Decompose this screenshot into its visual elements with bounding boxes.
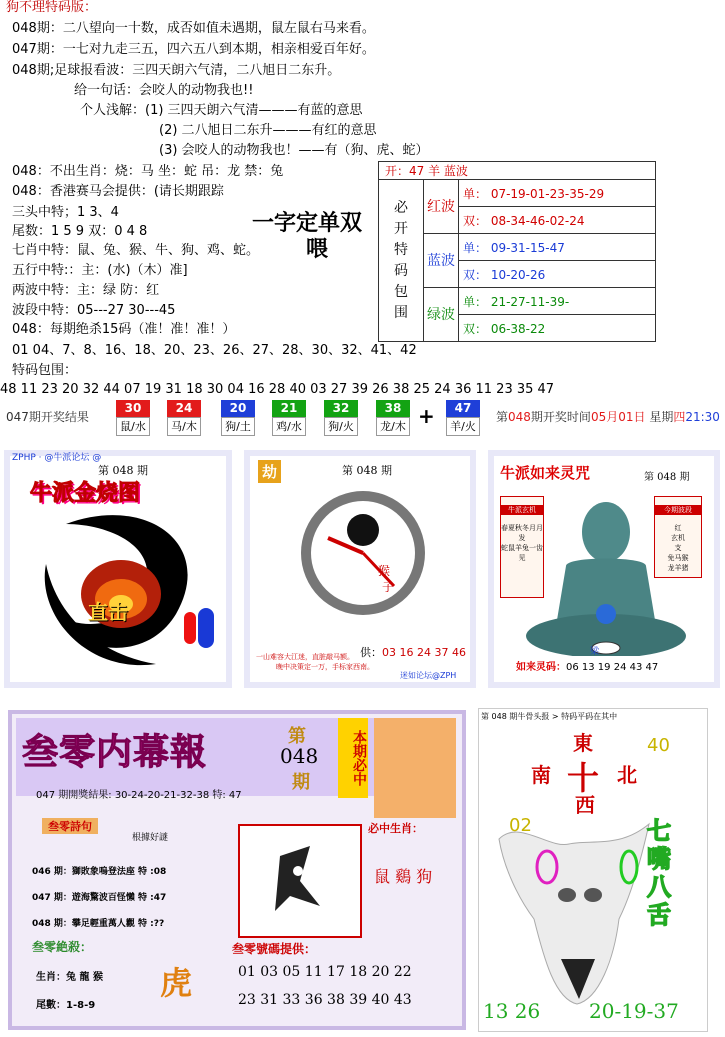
poem-line-1: 048期：二八望向一十数，成否如值未遇期，鼠左鼠右马来看。 — [12, 21, 375, 36]
panel2-badge: 劫 — [258, 460, 281, 483]
explain-line-3: (3) 会咬人的动物我也！——有（狗、虎、蛇） — [159, 143, 429, 158]
next-time: 21:30 — [685, 410, 720, 424]
panel4-jue: 叁零絶殺： — [32, 940, 93, 954]
panel3-foot — [516, 658, 658, 673]
ball-number: 47 — [446, 400, 480, 417]
panel4-sect1: 叁零詩句 — [42, 818, 98, 834]
guanyin-image — [374, 718, 456, 818]
panel4-di: 第 — [288, 726, 306, 747]
riddle-1: 046 期：獅敗象嗚登法座 特 :08 — [32, 867, 167, 877]
two-wave-line: 两波中特：主：绿 防：红 — [12, 283, 160, 298]
panel5-bottom-right: 20-19-37 — [589, 999, 679, 1023]
panel4-ws — [36, 996, 95, 1011]
panel-border-text: ZPHP · @牛派论坛 @ — [12, 453, 102, 463]
side-char: 码 — [394, 262, 408, 279]
ball-zodiac: 狗/土 — [221, 417, 255, 436]
panel4-bq: 本期必中 — [338, 718, 368, 798]
blue-dan: 单： 09-31-15-47 — [459, 234, 656, 261]
panel5-bottom-left: 13 26 — [483, 999, 541, 1023]
plus-sign: + — [418, 404, 435, 428]
ball-number: 38 — [376, 400, 410, 417]
panel4-result: 047 期開獎結果: 30-24-20-21-32-38 特: 47 — [36, 790, 242, 801]
result-ball — [324, 400, 358, 436]
panel2-note-1: 一山难容大江迷，直脏敲马额。 — [256, 653, 354, 661]
green-shuang: 双： 06-38-22 — [459, 315, 656, 342]
poem-line-2: 047期：一七对九走三五，四六五八到本期，相亲相爱百年好。 — [12, 42, 375, 57]
red-shuang: 双： 08-34-46-02-24 — [459, 207, 656, 234]
seven-zodiac-line: 七肖中特：鼠、兔、猴、牛、狗、鸡、蛇。 — [12, 243, 260, 258]
result-ball — [116, 400, 150, 436]
kill-numbers-line: 01 04、7、8、16、18、20、23、26、27、28、30、32、41、42 — [12, 343, 417, 358]
riddle-2: 047 期：遊海驚波百怪懶 特 :47 — [32, 893, 167, 903]
panel4-zhong-val: 鼠 鷄 狗 — [374, 867, 433, 886]
ball-zodiac: 龙/木 — [376, 417, 410, 436]
side-char: 必 — [394, 199, 408, 216]
panel2-codes — [360, 644, 466, 660]
panel3-title: 牛派如来灵咒 — [500, 464, 591, 482]
panel3-left-text: 春夏秋冬月月发 蛇鼠羊兔一齿见 — [501, 524, 543, 562]
panel3-foot-label: 如来灵码： — [516, 662, 566, 673]
next-draw — [496, 408, 720, 425]
zodiac-clock-icon — [298, 488, 428, 618]
panel-cowskull — [478, 708, 708, 1032]
green-dan: 单： 21-27-11-39- — [459, 288, 656, 315]
red-wave-label: 红波 — [424, 180, 459, 234]
blue-wave-label: 蓝波 — [424, 234, 459, 288]
panel3-right-head: 今期波段 — [655, 505, 701, 515]
panel1-flame-text: 直击 — [88, 600, 128, 624]
ball-zodiac: 鸡/水 — [272, 417, 306, 436]
panel4-sx — [36, 968, 103, 983]
next-mid: 期开奖时间 — [530, 410, 591, 424]
panel1-title: 牛派金烧图 — [30, 481, 141, 506]
page-title: 狗不理特码版： — [6, 0, 98, 15]
not-zodiac-line: 048：不出生肖：烧：马 坐：蛇 吊：龙 禁：兔 — [12, 164, 284, 179]
panel-buddha — [488, 450, 720, 688]
result-ball — [272, 400, 306, 436]
yizi-sub: 喂 — [306, 236, 329, 262]
panel1-issue: 第 048 期 — [98, 464, 148, 477]
poem-line-3: 048期;足球报看波：三四天朗六气清，二八旭日二东升。 — [12, 63, 341, 78]
panel4-title: 叁零内幕報 — [22, 732, 208, 773]
panel5-qi: 七嘴八舌 — [647, 817, 671, 929]
head-line: 三头中特；1 3、4 — [12, 205, 119, 220]
hint-line: 给一句话：会咬人的动物我也!! — [74, 83, 254, 98]
panel4-zhong-label: 必中生肖： — [368, 822, 423, 835]
hk-jockey-line: 048：香港赛马会提供：(请长期跟踪 — [12, 184, 224, 199]
result-ball — [221, 400, 255, 436]
panel-flame — [4, 450, 232, 688]
panel3-chest: 梁 — [590, 647, 600, 657]
side-char: 特 — [394, 241, 408, 258]
ball-zodiac: 羊/火 — [446, 417, 480, 436]
panel4-hint: 根據好謎 — [132, 833, 169, 843]
panel2-sub: 子 — [382, 580, 395, 594]
panel2-zodiac: 猴 — [378, 564, 391, 578]
cow-skull-icon — [489, 809, 659, 1009]
butterfly-box — [238, 824, 362, 938]
result-label: 047期开奖结果 — [6, 410, 89, 424]
ball-number: 21 — [272, 400, 306, 417]
next-prefix: 第 — [496, 410, 509, 424]
next-weekday-label: 星期 — [649, 410, 674, 424]
wave-table — [378, 161, 656, 342]
panel4-qi: 期 — [292, 772, 310, 793]
panel2-code-values: 03 16 24 37 46 — [382, 646, 466, 659]
next-weekday: 四 — [673, 410, 686, 424]
wave-segment-line: 波段中特：05---27 30---45 — [12, 303, 176, 318]
panel3-left-head: 牛派玄机 — [501, 505, 543, 515]
panel4-codes-2: 23 31 33 36 38 39 40 43 — [238, 992, 412, 1008]
panel3-right-text: 红 玄机 支 免马猴 龙羊猪 — [667, 524, 689, 572]
green-wave-label: 绿波 — [424, 288, 459, 342]
butterfly-icon — [240, 826, 360, 936]
riddle-3: 048 期：攀足輕重萬人觀 特 :?? — [32, 919, 165, 929]
next-issue: 048 — [508, 410, 531, 424]
panel-sanling — [8, 710, 466, 1030]
special-ball — [446, 400, 480, 436]
surround-numbers: 48 11 23 20 32 44 07 19 31 18 30 04 16 28 40 03 27 39 26 38 25 24 36 11 23 35 47 — [0, 382, 555, 397]
open-result: 开：47 羊 蓝波 — [379, 162, 656, 180]
panel5-head: 第 048 期牛骨头报 > 特码平码在其中 — [481, 712, 618, 721]
panel5-n02: 02 — [509, 815, 532, 836]
panel2-issue: 第 048 期 — [342, 464, 392, 477]
five-element-line: 五行中特:：主：(水)（木）准] — [12, 263, 188, 278]
explain-line-1: 个人浅解：(1) 三四天朗六气清———有蓝的意思 — [80, 103, 363, 118]
panel2-note-2: 晚中决策定一万，手标家西南。 — [276, 663, 374, 671]
panel4-tiger: 虎 — [160, 964, 193, 1002]
blue-shuang: 双： 10-20-26 — [459, 261, 656, 288]
result-ball — [376, 400, 410, 436]
panel3-issue: 第 048 期 — [644, 472, 690, 483]
panel4-codes-label: 叁零號碼提供： — [232, 942, 317, 956]
ball-zodiac: 鼠/水 — [116, 417, 150, 436]
explain-line-2: (2) 二八旭日二东升———有红的意思 — [159, 123, 377, 138]
panel4-codes-1: 01 03 05 11 17 18 20 22 — [238, 964, 412, 980]
side-char: 围 — [394, 304, 408, 321]
sx-value: 兔 龍 猴 — [66, 972, 103, 983]
buddha-icon — [516, 496, 696, 656]
side-char: 包 — [394, 283, 408, 300]
panel5-n40: 40 — [647, 735, 670, 756]
ball-number: 32 — [324, 400, 358, 417]
ball-zodiac: 狗/火 — [324, 417, 358, 436]
ball-number: 24 — [167, 400, 201, 417]
panel2-code-label: 供： — [360, 646, 382, 659]
ws-label: 尾數： — [36, 1000, 66, 1011]
ball-number: 30 — [116, 400, 150, 417]
panel4-issue: 048 — [280, 744, 319, 768]
next-date: 05月01日 — [590, 410, 646, 424]
panel3-foot-codes: 06 13 19 24 43 47 — [566, 662, 659, 673]
ball-zodiac: 马/木 — [167, 417, 201, 436]
ball-number: 20 — [221, 400, 255, 417]
surround-label: 特码包围： — [12, 363, 78, 378]
panel2-foot: 迷如论坛@ZPH — [400, 671, 457, 680]
result-ball — [167, 400, 201, 436]
side-char: 开 — [394, 220, 408, 237]
panel5-xi: 西 — [575, 793, 595, 817]
flame-swirl-icon — [26, 504, 226, 674]
tail-line: 尾数：1 5 9 双：0 4 8 — [12, 224, 148, 239]
panel5-nan: 南 — [531, 763, 551, 787]
sx-label: 生肖： — [36, 972, 66, 983]
panel5-dong: 東 — [573, 731, 593, 755]
panel-clock — [244, 450, 476, 688]
kill-line: 048：每期绝杀15码（准！准！准！） — [12, 322, 236, 337]
result-bar — [0, 398, 725, 438]
yizi-title: 一字定单双 — [252, 210, 363, 236]
red-dan: 单： 07-19-01-23-35-29 — [459, 180, 656, 207]
panel5-shi: 十 — [567, 759, 600, 797]
ws-value: 1-8-9 — [66, 1000, 96, 1011]
panel5-bei: 北 — [617, 763, 637, 787]
side-label — [379, 180, 424, 342]
